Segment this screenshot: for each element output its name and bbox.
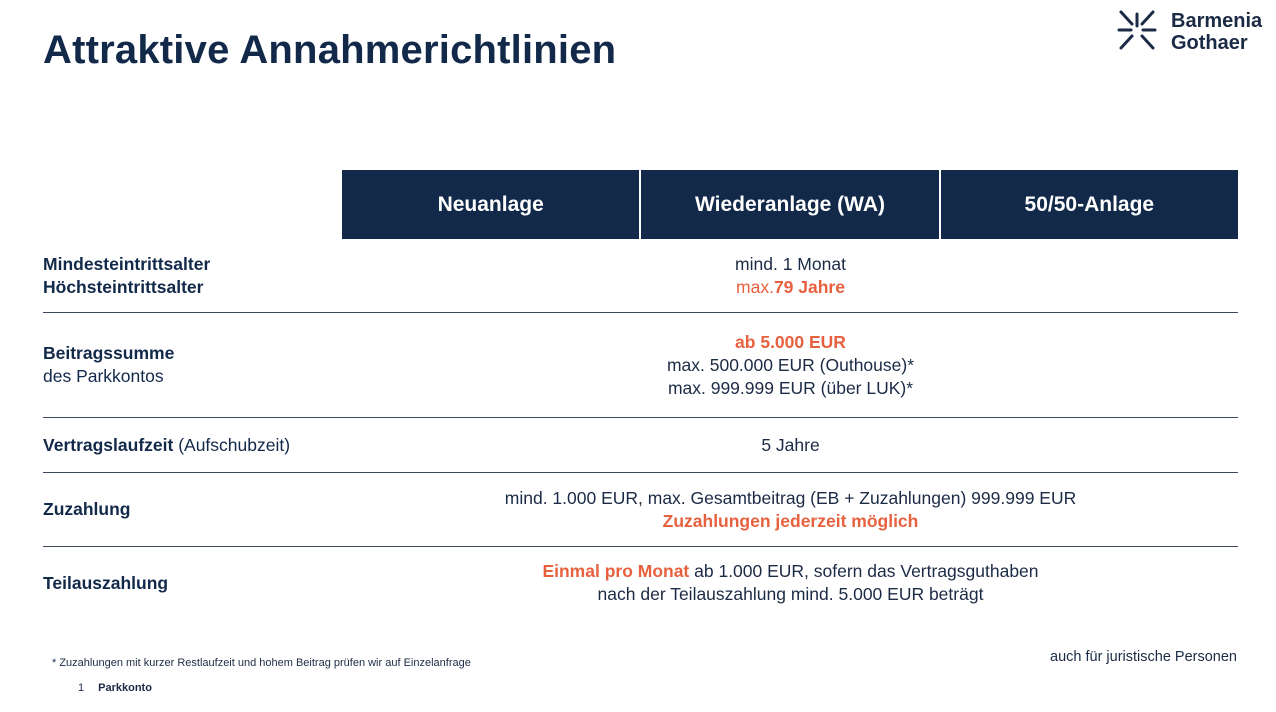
table-row-topup: [43, 472, 1238, 547]
value-max-years: 79 Jahre: [773, 277, 845, 297]
value-topup-amount: mind. 1.000 EUR, max. Gesamtbeitrag (EB + Zuzahlungen) 999.999 EUR: [504, 488, 1077, 508]
row-label-withdrawal: [43, 572, 168, 595]
label-sum-bold: Beitragssumme: [43, 343, 175, 363]
value-max-prefix: max.: [736, 277, 774, 297]
logo-line1: Barmenia: [1171, 10, 1263, 32]
value-sum-luk: max. 999.999 EUR (über LUK)*: [667, 378, 914, 398]
value-min-age: mind. 1 Monat: [735, 254, 846, 274]
column-header-wiederanlage: Wiederanlage (WA): [641, 170, 940, 239]
row-label-topup: [43, 498, 130, 521]
label-max-age: Höchsteintrittsalter: [43, 277, 204, 297]
footnote-number: 1: [78, 682, 85, 694]
table-row-sum: [43, 312, 1238, 418]
table-row-withdrawal: [43, 546, 1238, 626]
table-row-age: [43, 239, 1238, 313]
value-max-age: [343, 276, 1238, 299]
footnote-parkkonto-text: Parkkonto: [98, 682, 152, 694]
label-term-bold: Vertragslaufzeit: [43, 435, 174, 455]
value-withdrawal-line1: [343, 560, 1238, 583]
note-legal-persons: auch für juristische Personen: [1050, 649, 1237, 665]
label-min-age: Mindesteintrittsalter: [43, 254, 211, 274]
value-withdrawal-accent: Einmal pro Monat: [542, 561, 690, 581]
logo-text: [1171, 10, 1262, 54]
footnote-parkkonto: [78, 682, 152, 694]
row-label-age: [43, 253, 210, 299]
label-withdrawal: Teilauszahlung: [43, 573, 169, 593]
label-topup: Zuzahlung: [43, 499, 131, 519]
row-value-age: [343, 253, 1238, 299]
footnote: * Zuzahlungen mit kurzer Restlaufzeit und hohem Beitrag prüfen wir auf Einzelanfrage: [52, 657, 471, 669]
value-term: 5 Jahre: [761, 435, 820, 455]
value-sum-outhouse: max. 500.000 EUR (Outhouse)*: [666, 355, 915, 375]
row-value-sum: [343, 331, 1238, 400]
logo-mark-icon: [1115, 8, 1159, 52]
row-label-sum: [43, 342, 174, 388]
brand-logo: [1115, 8, 1275, 56]
row-value-topup: [343, 487, 1238, 533]
value-withdrawal-line2: nach der Teilauszahlung mind. 5.000 EUR beträgt: [597, 584, 984, 604]
table-header: [342, 170, 1238, 239]
table-row-term: [43, 417, 1238, 473]
value-topup-anytime: Zuzahlungen jederzeit möglich: [662, 511, 919, 531]
page-title: Attraktive Annahmerichtlinien: [43, 28, 617, 72]
value-withdrawal-rest: ab 1.000 EUR, sofern das Vertragsguthaben: [689, 561, 1039, 581]
logo-line2: Gothaer: [1171, 32, 1248, 54]
row-label-term: [43, 434, 290, 457]
label-term-rest: (Aufschubzeit): [173, 435, 291, 455]
row-value-withdrawal: [343, 560, 1238, 606]
value-sum-min: ab 5.000 EUR: [735, 332, 846, 352]
column-header-5050-anlage: 50/50-Anlage: [941, 170, 1238, 239]
column-header-neuanlage: Neuanlage: [342, 170, 641, 239]
label-sum-rest: des Parkkontos: [43, 366, 164, 386]
